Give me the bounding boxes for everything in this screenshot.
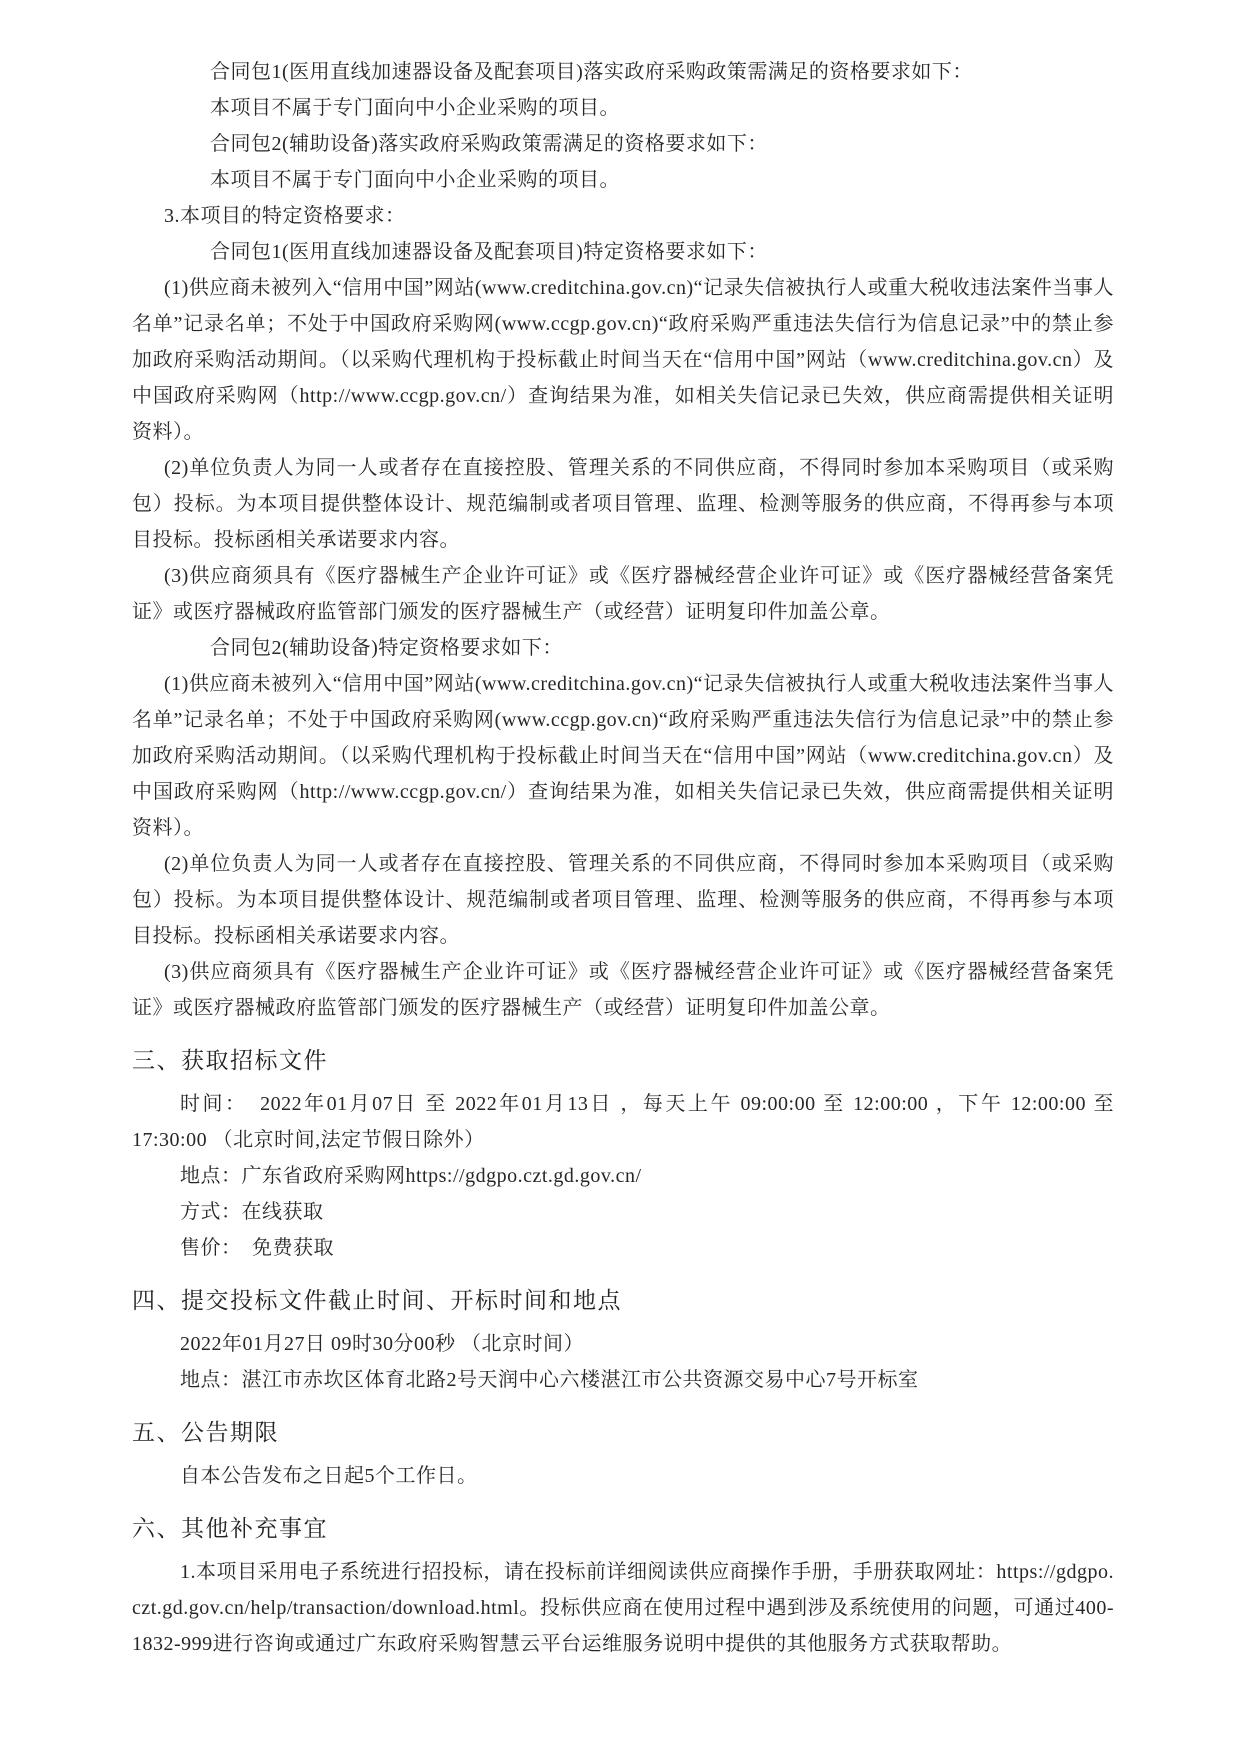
pkg1-requirement-2: (2)单位负责人为同一人或者存在直接控股、管理关系的不同供应商，不得同时参加本采购项目（或采购包）投标。为本项目提供整体设计、规范编制或者项目管理、监理、检测等服务的供应商，不得再参与本项目投标。投标函相关承诺要求内容。 <box>132 457 1114 551</box>
announcement-period-line: 自本公告发布之日起5个工作日。 <box>180 1465 478 1487</box>
obtain-time-line: 时间： 2022年01月07日 至 2022年01月13日 ，每天上午 09:00:00 至 12:00:00 ，下午 12:00:00 至 17:30:00 （北京时间,法定节假日除外） <box>132 1093 1114 1151</box>
obtain-price-line: 售价： 免费获取 <box>180 1237 334 1259</box>
section-6-heading: 六、其他补充事宜 <box>132 1516 328 1541</box>
pkg1-policy-requirement-title: 合同包1(医用直线加速器设备及配套项目)落实政府采购政策需满足的资格要求如下： <box>210 61 973 83</box>
pkg1-requirement-3: (3)供应商须具有《医疗器械生产企业许可证》或《医疗器械经营企业许可证》或《医疗器械经营备案凭证》或医疗器械政府监管部门颁发的医疗器械生产（或经营）证明复印件加盖公章。 <box>132 565 1114 623</box>
bid-deadline-datetime-line: 2022年01月27日 09时30分00秒 （北京时间） <box>180 1333 584 1355</box>
pkg1-specific-requirement-title: 合同包1(医用直线加速器设备及配套项目)特定资格要求如下： <box>210 241 768 263</box>
pkg1-requirement-1: (1)供应商未被列入“信用中国”网站(www.creditchina.gov.cn)“记录失信被执行人或重大税收违法案件当事人名单”记录名单；不处于中国政府采购网(www.ccgp.gov.cn)“政府采购严重违法失信行为信息记录”中的禁止参加政府采购活动期间。（以采购代理机构于投标截止时间当天在“信用中国”网站（www.creditchina.gov.cn）及中国政府采购网（http://www.ccgp.gov.cn/）查询结果为准，如相关失信记录已失效，供应商需提供相关证明资料）。 <box>132 277 1114 443</box>
section-5-heading: 五、公告期限 <box>132 1420 279 1445</box>
other-supplementary-paragraph: 1.本项目采用电子系统进行招投标，请在投标前详细阅读供应商操作手册，手册获取网址：https://gdgpo.czt.gd.gov.cn/help/transaction/download.html。投标供应商在使用过程中遇到涉及系统使用的问题，可通过400-1832-999进行咨询或通过广东政府采购智慧云平台运维服务说明中提供的其他服务方式获取帮助。 <box>132 1561 1114 1655</box>
pkg2-policy-requirement-title: 合同包2(辅助设备)落实政府采购政策需满足的资格要求如下： <box>210 133 768 155</box>
pkg1-policy-requirement-body: 本项目不属于专门面向中小企业采购的项目。 <box>210 97 620 119</box>
section-3-heading: 三、获取招标文件 <box>132 1048 328 1073</box>
pkg2-requirement-2: (2)单位负责人为同一人或者存在直接控股、管理关系的不同供应商，不得同时参加本采购项目（或采购包）投标。为本项目提供整体设计、规范编制或者项目管理、监理、检测等服务的供应商，不得再参与本项目投标。投标函相关承诺要求内容。 <box>132 853 1114 947</box>
specific-qualification-item-heading: 3.本项目的特定资格要求： <box>164 205 406 227</box>
obtain-location-line: 地点：广东省政府采购网https://gdgpo.czt.gd.gov.cn/ <box>180 1165 642 1187</box>
bid-opening-location-line: 地点：湛江市赤坎区体育北路2号天润中心六楼湛江市公共资源交易中心7号开标室 <box>180 1369 919 1391</box>
section-4-heading: 四、提交投标文件截止时间、开标时间和地点 <box>132 1288 622 1313</box>
pkg2-requirement-1: (1)供应商未被列入“信用中国”网站(www.creditchina.gov.cn)“记录失信被执行人或重大税收违法案件当事人名单”记录名单；不处于中国政府采购网(www.ccgp.gov.cn)“政府采购严重违法失信行为信息记录”中的禁止参加政府采购活动期间。（以采购代理机构于投标截止时间当天在“信用中国”网站（www.creditchina.gov.cn）及中国政府采购网（http://www.ccgp.gov.cn/）查询结果为准，如相关失信记录已失效，供应商需提供相关证明资料）。 <box>132 673 1114 839</box>
pkg2-requirement-3: (3)供应商须具有《医疗器械生产企业许可证》或《医疗器械经营企业许可证》或《医疗器械经营备案凭证》或医疗器械政府监管部门颁发的医疗器械生产（或经营）证明复印件加盖公章。 <box>132 961 1114 1019</box>
pkg2-specific-requirement-title: 合同包2(辅助设备)特定资格要求如下： <box>210 637 563 659</box>
obtain-method-line: 方式：在线获取 <box>180 1201 324 1223</box>
pkg2-policy-requirement-body: 本项目不属于专门面向中小企业采购的项目。 <box>210 169 620 191</box>
